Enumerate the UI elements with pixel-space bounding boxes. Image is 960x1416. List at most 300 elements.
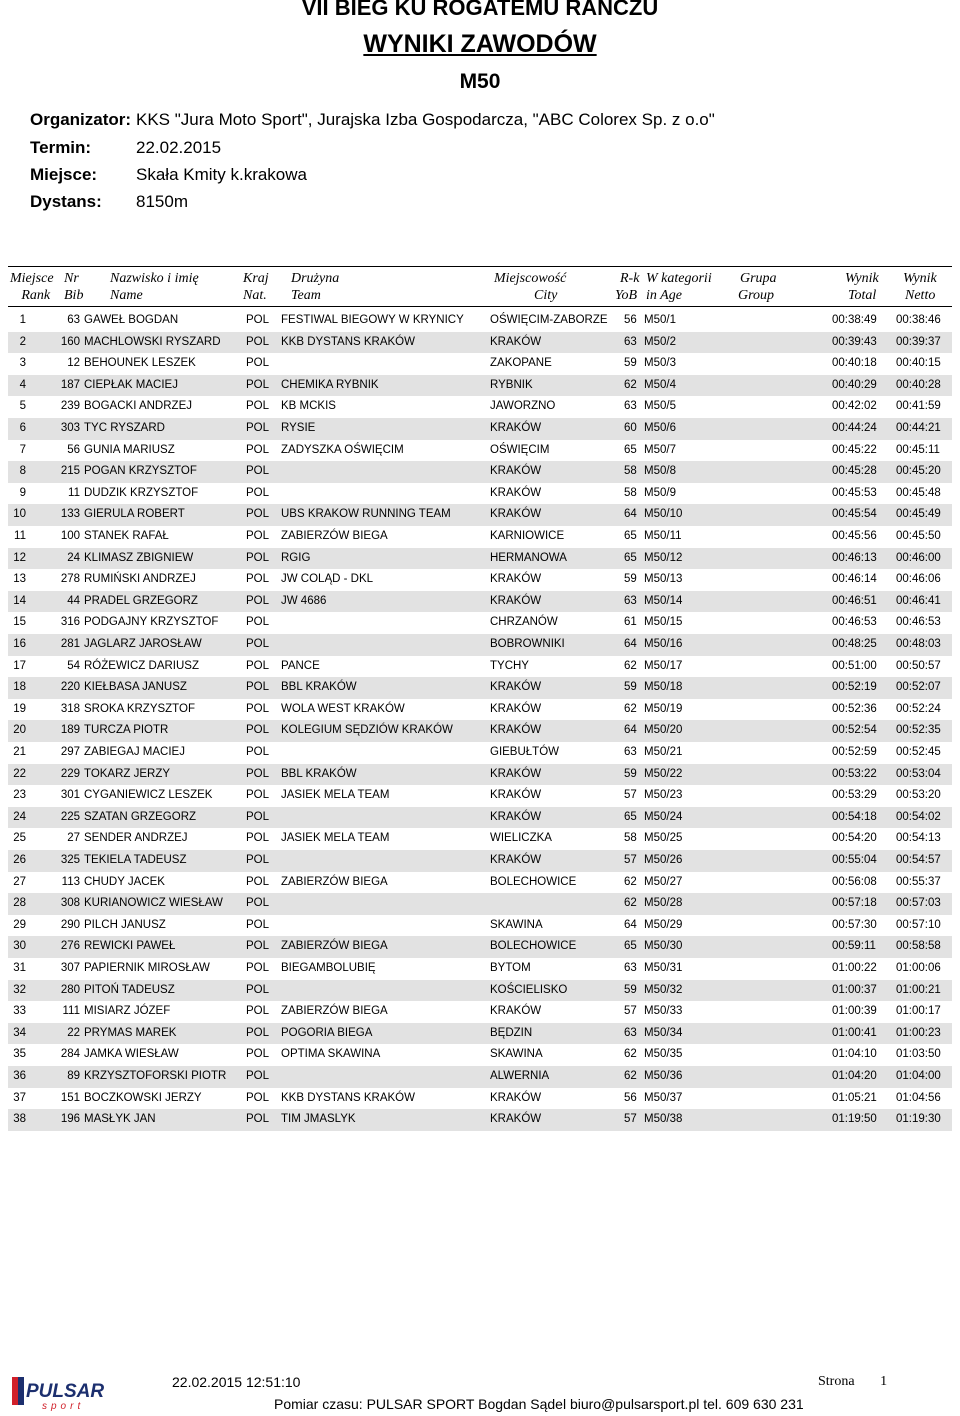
cell-yob: 58: [624, 832, 637, 845]
cell-nat: POL: [246, 940, 270, 953]
cell-city: BOLECHOWICE: [490, 875, 577, 888]
cell-total-time: 00:52:54: [832, 724, 877, 737]
cell-yob: 59: [624, 681, 637, 694]
cell-name: ZABIEGAJ MACIEJ: [84, 746, 185, 758]
cell-nat: POL: [246, 573, 270, 586]
cell-category: M50/26: [644, 854, 683, 866]
cell-total-time: 00:46:51: [832, 594, 877, 607]
cell-total-time: 00:40:29: [832, 378, 877, 391]
cell-bib: 22: [67, 1026, 80, 1039]
cell-nat: POL: [246, 724, 270, 737]
cell-team: JASIEK MELA TEAM: [281, 832, 390, 845]
cell-city: KRAKÓW: [490, 724, 542, 737]
cell-nat: POL: [246, 897, 270, 910]
cell-category: M50/13: [644, 573, 683, 586]
cell-name: GAWEŁ BOGDAN: [84, 314, 179, 326]
cell-rank: 36: [13, 1070, 26, 1082]
cell-bib: 225: [60, 810, 80, 823]
cell-yob: 63: [624, 335, 637, 348]
table-row: [8, 872, 952, 894]
cell-category: M50/33: [644, 1005, 683, 1018]
cell-team: ZADYSZKA OŚWIĘCIM: [281, 443, 404, 456]
col-nat-header: Kraj Nat.: [243, 271, 269, 303]
cell-netto-time: 00:46:00: [896, 551, 941, 564]
cell-team: JASIEK MELA TEAM: [281, 789, 390, 802]
cell-total-time: 00:52:59: [832, 746, 877, 758]
cell-nat: POL: [246, 1070, 270, 1082]
cell-netto-time: 00:41:59: [896, 400, 941, 413]
cell-category: M50/2: [644, 335, 676, 348]
cell-total-time: 01:05:21: [832, 1091, 877, 1104]
cell-yob: 65: [624, 530, 637, 542]
cell-total-time: 01:00:41: [832, 1026, 877, 1039]
cell-name: JAGLARZ JAROSŁAW: [84, 638, 202, 650]
cell-yob: 62: [624, 1048, 637, 1061]
cell-city: BĘDZIN: [490, 1026, 533, 1039]
cell-team: BIEGAMBOLUBIĘ: [281, 962, 376, 974]
table-row: [8, 915, 952, 937]
cell-rank: 13: [13, 573, 26, 586]
col-team-header: Drużyna Team: [291, 271, 340, 303]
cell-yob: 62: [624, 1070, 637, 1082]
table-row: [8, 677, 952, 699]
cell-nat: POL: [246, 314, 270, 326]
cell-name: KRZYSZTOFORSKI PIOTR: [84, 1070, 227, 1082]
cell-city: RYBNIK: [490, 378, 533, 391]
cell-rank: 26: [13, 854, 26, 866]
cell-nat: POL: [246, 854, 270, 866]
cell-name: REWICKI PAWEŁ: [84, 940, 176, 953]
col-rank-header: Miejsce Rank: [10, 271, 54, 303]
cell-rank: 37: [13, 1091, 26, 1104]
cell-city: HERMANOWA: [490, 551, 567, 564]
cell-category: M50/16: [644, 638, 683, 650]
cell-yob: 63: [624, 594, 637, 607]
cell-netto-time: 00:52:24: [896, 702, 941, 715]
cell-team: RYSIE: [281, 422, 316, 434]
cell-total-time: 00:42:02: [832, 400, 877, 413]
cell-netto-time: 00:54:57: [896, 854, 941, 866]
cell-rank: 23: [13, 789, 26, 802]
cell-team: BBL KRAKÓW: [281, 767, 357, 780]
cell-total-time: 00:40:18: [832, 357, 877, 370]
cell-total-time: 00:54:20: [832, 832, 877, 845]
cell-nat: POL: [246, 918, 270, 931]
cell-nat: POL: [246, 983, 270, 996]
cell-city: KRAKÓW: [490, 465, 542, 478]
cell-city: KRAKÓW: [490, 1091, 542, 1104]
cell-name: PILCH JANUSZ: [84, 918, 166, 931]
cell-city: JAWORZNO: [490, 400, 556, 413]
cell-bib: 151: [60, 1091, 80, 1104]
header-top-rule: [8, 266, 952, 267]
cell-nat: POL: [246, 638, 270, 650]
col-cat-header: W kategorii in Age: [646, 271, 712, 303]
cell-netto-time: 00:45:50: [896, 530, 941, 542]
table-row: [8, 396, 952, 418]
cell-netto-time: 00:48:03: [896, 638, 941, 650]
cell-bib: 280: [60, 983, 80, 996]
table-row: [8, 1066, 952, 1088]
cell-bib: 281: [60, 638, 80, 650]
cell-name: SZATAN GRZEGORZ: [84, 810, 197, 823]
cell-name: PAPIERNIK MIROSŁAW: [84, 962, 210, 974]
table-row: [8, 591, 952, 613]
cell-yob: 62: [624, 659, 637, 672]
cell-netto-time: 00:46:41: [896, 594, 941, 607]
cell-total-time: 00:48:25: [832, 638, 877, 650]
timing-credit: Pomiar czasu: PULSAR SPORT Bogdan Sądel biuro@pulsarsport.pl tel. 609 630 231: [274, 1396, 804, 1412]
cell-bib: 301: [60, 789, 80, 802]
cell-bib: 297: [60, 746, 80, 758]
cell-nat: POL: [246, 400, 270, 413]
header-bottom-rule: [8, 306, 952, 307]
cell-city: KRAKÓW: [490, 573, 542, 586]
cell-total-time: 00:59:11: [832, 940, 876, 953]
place-label: Miejsce:: [30, 165, 98, 184]
cell-name: MACHLOWSKI RYSZARD: [84, 335, 221, 348]
cell-nat: POL: [246, 551, 270, 564]
cell-total-time: 01:00:37: [832, 983, 877, 996]
cell-yob: 65: [624, 940, 637, 953]
date-label: Termin:: [30, 138, 92, 157]
cell-nat: POL: [246, 1005, 270, 1018]
cell-netto-time: 00:46:06: [896, 573, 941, 586]
cell-bib: 133: [60, 508, 80, 521]
cell-bib: 12: [67, 357, 80, 370]
table-row: [8, 1044, 952, 1066]
cell-rank: 25: [13, 832, 26, 845]
cell-category: M50/31: [644, 962, 683, 974]
cell-yob: 62: [624, 875, 637, 888]
cell-bib: 187: [60, 378, 80, 391]
table-row: [8, 310, 952, 332]
cell-category: M50/17: [644, 659, 683, 672]
cell-netto-time: 00:57:10: [896, 918, 941, 931]
table-row: [8, 418, 952, 440]
cell-total-time: 00:53:22: [832, 767, 877, 780]
cell-netto-time: 01:19:30: [896, 1113, 941, 1126]
cell-rank: 9: [19, 486, 26, 499]
cell-nat: POL: [246, 810, 270, 823]
cell-name: KURIANOWICZ WIESŁAW: [84, 897, 223, 910]
cell-rank: 1: [19, 314, 26, 326]
cell-name: BOGACKI ANDRZEJ: [84, 400, 192, 413]
cell-netto-time: 01:00:23: [896, 1026, 941, 1039]
cell-name: PODGAJNY KRZYSZTOF: [84, 616, 219, 629]
cell-city: SKAWINA: [490, 918, 543, 931]
cell-nat: POL: [246, 465, 270, 478]
table-row: [8, 1109, 952, 1131]
table-row: [8, 1088, 952, 1110]
cell-rank: 38: [13, 1113, 26, 1126]
cell-netto-time: 00:45:48: [896, 486, 941, 499]
cell-netto-time: 00:57:03: [896, 897, 941, 910]
cell-bib: 63: [67, 314, 80, 326]
cell-team: TIM JMASLYK: [281, 1113, 356, 1126]
cell-category: M50/12: [644, 551, 683, 564]
cell-city: KRAKÓW: [490, 335, 542, 348]
cell-nat: POL: [246, 486, 270, 499]
cell-nat: POL: [246, 1091, 270, 1104]
cell-rank: 16: [13, 638, 26, 650]
cell-nat: POL: [246, 1113, 270, 1126]
cell-netto-time: 01:00:17: [896, 1005, 941, 1018]
cell-bib: 307: [60, 962, 80, 974]
cell-netto-time: 00:44:21: [896, 422, 941, 434]
cell-yob: 57: [624, 854, 637, 866]
cell-bib: 308: [60, 897, 80, 910]
cell-team: ZABIERZÓW BIEGA: [281, 875, 388, 888]
cell-team: FESTIWAL BIEGOWY W KRYNICY: [281, 314, 464, 326]
cell-total-time: 00:55:04: [832, 854, 877, 866]
cell-team: RGIG: [281, 551, 311, 564]
cell-bib: 111: [62, 1005, 80, 1018]
cell-category: M50/5: [644, 400, 676, 413]
cell-team: KOLEGIUM SĘDZIÓW KRAKÓW: [281, 724, 453, 737]
cell-total-time: 00:51:00: [832, 659, 877, 672]
cell-rank: 22: [13, 767, 26, 780]
cell-city: KRAKÓW: [490, 1113, 542, 1126]
cell-name: TEKIELA TADEUSZ: [84, 854, 187, 866]
cell-nat: POL: [246, 767, 270, 780]
cell-city: KRAKÓW: [490, 681, 542, 694]
cell-yob: 58: [624, 486, 637, 499]
cell-rank: 30: [13, 940, 26, 953]
cell-category: M50/35: [644, 1048, 683, 1061]
cell-nat: POL: [246, 746, 270, 758]
cell-netto-time: 00:45:20: [896, 465, 941, 478]
results-subtitle: WYNIKI ZAWODÓW: [363, 30, 597, 58]
logo-subtext: sport: [42, 1401, 85, 1411]
cell-nat: POL: [246, 789, 270, 802]
cell-rank: 3: [19, 357, 26, 370]
cell-rank: 28: [13, 897, 26, 910]
cell-netto-time: 00:52:45: [896, 746, 941, 758]
cell-category: M50/29: [644, 918, 683, 931]
cell-bib: 54: [67, 659, 80, 672]
cell-category: M50/1: [644, 314, 676, 326]
cell-city: OŚWIĘCIM: [490, 443, 550, 456]
table-row: [8, 1023, 952, 1045]
table-row: [8, 764, 952, 786]
cell-city: KRAKÓW: [490, 508, 542, 521]
cell-category: M50/11: [644, 530, 682, 542]
cell-bib: 24: [67, 551, 80, 564]
cell-category: M50/7: [644, 443, 676, 456]
cell-netto-time: 00:38:46: [896, 314, 941, 326]
cell-category: M50/21: [644, 746, 683, 758]
cell-netto-time: 00:40:15: [896, 357, 941, 370]
cell-netto-time: 00:45:11: [896, 443, 940, 456]
cell-total-time: 00:46:13: [832, 551, 877, 564]
table-row: [8, 850, 952, 872]
cell-rank: 4: [19, 378, 26, 391]
cell-name: RUMIŃSKI ANDRZEJ: [84, 573, 196, 586]
cell-category: M50/3: [644, 357, 676, 370]
cell-total-time: 00:39:43: [832, 335, 877, 348]
cell-bib: 239: [60, 400, 80, 413]
table-row: [8, 828, 952, 850]
table-row: [8, 720, 952, 742]
cell-rank: 12: [13, 551, 26, 564]
cell-bib: 303: [60, 422, 80, 434]
cell-rank: 7: [19, 443, 26, 456]
table-row: [8, 958, 952, 980]
cell-city: KRAKÓW: [490, 594, 542, 607]
col-total-header: Wynik Total: [845, 271, 879, 303]
cell-rank: 35: [13, 1048, 26, 1061]
cell-name: DUDZIK KRZYSZTOF: [84, 486, 199, 499]
cell-netto-time: 01:00:21: [896, 983, 941, 996]
cell-rank: 15: [13, 616, 26, 629]
cell-name: BEHOUNEK LESZEK: [84, 357, 196, 370]
cell-netto-time: 00:52:07: [896, 681, 941, 694]
cell-netto-time: 00:54:13: [896, 832, 941, 845]
cell-team: UBS KRAKOW RUNNING TEAM: [281, 508, 451, 521]
cell-name: BOCZKOWSKI JERZY: [84, 1091, 202, 1104]
organizer-label: Organizator:: [30, 110, 132, 129]
cell-rank: 29: [13, 918, 26, 931]
cell-rank: 34: [13, 1026, 26, 1039]
cell-category: M50/22: [644, 767, 683, 780]
cell-netto-time: 00:50:57: [896, 659, 941, 672]
pulsar-logo-icon: [12, 1375, 112, 1411]
cell-city: KRAKÓW: [490, 767, 542, 780]
cell-category: M50/37: [644, 1091, 683, 1104]
cell-city: KRAKÓW: [490, 810, 542, 823]
cell-netto-time: 00:53:20: [896, 789, 941, 802]
cell-bib: 44: [67, 594, 80, 607]
cell-yob: 65: [624, 551, 637, 564]
cell-name: TURCZA PIOTR: [84, 724, 169, 737]
cell-bib: 229: [60, 767, 80, 780]
cell-bib: 196: [60, 1113, 80, 1126]
cell-yob: 64: [624, 508, 637, 521]
table-row: [8, 612, 952, 634]
cell-total-time: 01:04:10: [832, 1048, 877, 1061]
cell-total-time: 00:46:14: [832, 573, 877, 586]
cell-netto-time: 00:55:37: [896, 875, 941, 888]
table-row: [8, 656, 952, 678]
cell-yob: 63: [624, 400, 637, 413]
cell-yob: 65: [624, 810, 637, 823]
col-name-header: Nazwisko i imię Name: [110, 271, 199, 303]
cell-netto-time: 00:39:37: [896, 335, 941, 348]
cell-bib: 290: [60, 918, 80, 931]
cell-nat: POL: [246, 530, 270, 542]
cell-total-time: 00:45:53: [832, 486, 877, 499]
cell-total-time: 00:57:18: [832, 897, 877, 910]
cell-category: M50/9: [644, 486, 676, 499]
cell-category: M50/15: [644, 616, 683, 629]
cell-yob: 64: [624, 638, 637, 650]
cell-rank: 20: [13, 724, 26, 737]
cell-netto-time: 01:03:50: [896, 1048, 941, 1061]
cell-name: CHUDY JACEK: [84, 875, 165, 888]
cell-total-time: 00:54:18: [832, 810, 877, 823]
cell-name: STANEK RAFAŁ: [84, 530, 169, 542]
event-title: VII BIEG KU ROGATEMU RANCZU: [301, 0, 659, 20]
table-row: [8, 980, 952, 1002]
cell-nat: POL: [246, 681, 270, 694]
cell-city: BYTOM: [490, 962, 531, 974]
cell-nat: POL: [246, 357, 270, 370]
cell-category: M50/38: [644, 1113, 683, 1126]
cell-nat: POL: [246, 1026, 270, 1039]
cell-yob: 59: [624, 357, 637, 370]
cell-nat: POL: [246, 378, 270, 391]
cell-bib: 11: [68, 486, 80, 499]
cell-name: KIEŁBASA JANUSZ: [84, 681, 187, 694]
cell-name: GIERULA ROBERT: [84, 508, 185, 521]
cell-rank: 27: [13, 875, 26, 888]
cell-team: BBL KRAKÓW: [281, 681, 357, 694]
table-row: [8, 375, 952, 397]
cell-team: ZABIERZÓW BIEGA: [281, 940, 388, 953]
cell-yob: 62: [624, 702, 637, 715]
table-row: [8, 893, 952, 915]
cell-category: M50/25: [644, 832, 683, 845]
cell-team: KB MCKIS: [281, 400, 336, 413]
cell-team: OPTIMA SKAWINA: [281, 1048, 381, 1061]
cell-yob: 64: [624, 724, 637, 737]
cell-bib: 284: [60, 1048, 80, 1061]
cell-total-time: 00:46:53: [832, 616, 877, 629]
cell-category: M50/34: [644, 1026, 683, 1039]
cell-nat: POL: [246, 335, 270, 348]
cell-bib: 100: [60, 530, 80, 542]
cell-yob: 59: [624, 767, 637, 780]
cell-city: SKAWINA: [490, 1048, 543, 1061]
cell-city: KOŚCIELISKO: [490, 983, 568, 996]
cell-nat: POL: [246, 508, 270, 521]
cell-city: TYCHY: [490, 659, 529, 672]
cell-yob: 65: [624, 443, 637, 456]
cell-city: KRAKÓW: [490, 702, 542, 715]
cell-total-time: 01:00:39: [832, 1005, 877, 1018]
col-bib-header: Nr Bib: [64, 271, 84, 303]
cell-city: CHRZANÓW: [490, 616, 558, 629]
cell-city: GIEBUŁTÓW: [490, 746, 560, 758]
cell-netto-time: 01:04:00: [896, 1070, 941, 1082]
cell-yob: 63: [624, 962, 637, 974]
pulsar-logo: [12, 1375, 112, 1411]
cell-total-time: 00:56:08: [832, 875, 877, 888]
cell-nat: POL: [246, 422, 270, 434]
cell-name: MISIARZ JÓZEF: [84, 1005, 171, 1018]
cell-bib: 276: [60, 940, 80, 953]
place-value: Skała Kmity k.krakowa: [136, 165, 307, 184]
table-row: [8, 936, 952, 958]
logo-text: PULSAR: [26, 1381, 105, 1402]
cell-city: KARNIOWICE: [490, 530, 565, 542]
cell-category: M50/19: [644, 702, 683, 715]
cell-name: POGAN KRZYSZTOF: [84, 465, 197, 478]
cell-category: M50/6: [644, 422, 676, 434]
cell-category: M50/36: [644, 1070, 683, 1082]
cell-team: KKB DYSTANS KRAKÓW: [281, 335, 415, 348]
category-title: M50: [459, 70, 501, 93]
cell-city: BOBROWNIKI: [490, 638, 565, 650]
cell-bib: 318: [60, 702, 80, 715]
cell-netto-time: 00:52:35: [896, 724, 941, 737]
cell-category: M50/28: [644, 897, 683, 910]
cell-bib: 215: [60, 465, 80, 478]
cell-category: M50/27: [644, 875, 683, 888]
cell-name: KLIMASZ ZBIGNIEW: [84, 551, 194, 564]
table-row: [8, 353, 952, 375]
